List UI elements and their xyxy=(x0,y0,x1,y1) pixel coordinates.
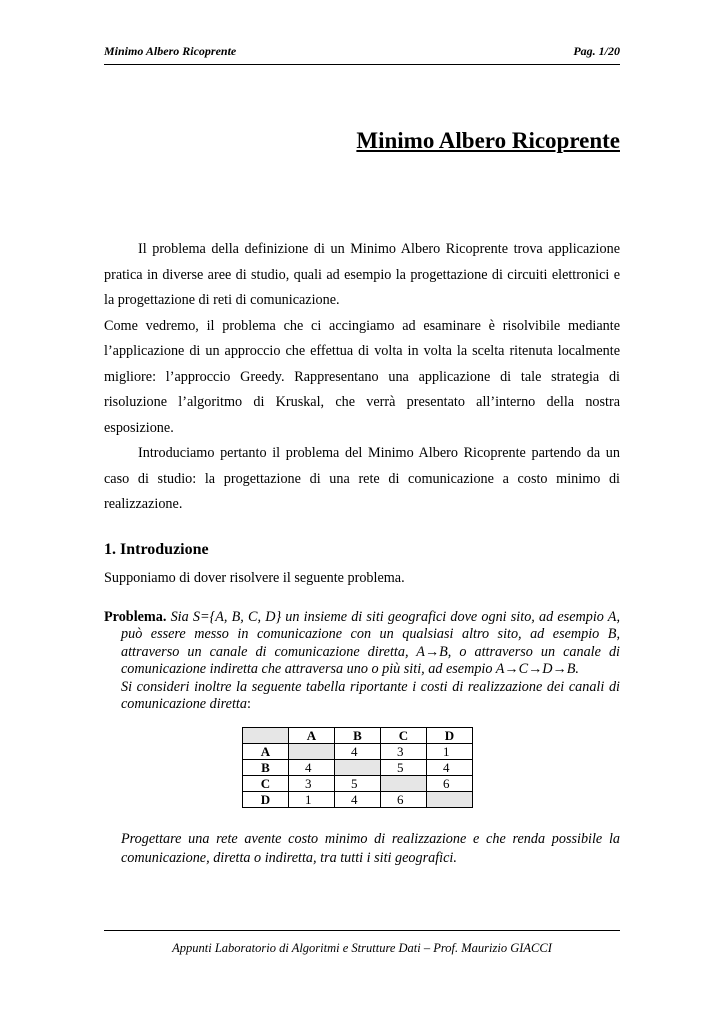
table-row xyxy=(243,776,473,792)
column-header: C xyxy=(381,728,427,744)
path-node-c: C xyxy=(518,661,529,678)
footer-divider xyxy=(104,930,620,931)
column-header: A xyxy=(289,728,335,744)
row-header: A xyxy=(243,744,289,760)
problem-text-2: B, o attraverso un canale di comunicazione indiretta che attraversa uno o più siti, ad esempio A xyxy=(121,643,620,678)
table-cell: 4 xyxy=(427,760,473,776)
column-header: D xyxy=(427,728,473,744)
section-subtitle: Supponiamo di dover risolvere il seguente problema. xyxy=(104,570,405,586)
table-cell: 6 xyxy=(381,792,427,808)
table-cell xyxy=(335,760,381,776)
table-corner-cell xyxy=(243,728,289,744)
arrow-icon: → xyxy=(552,661,567,678)
page-title: Minimo Albero Ricoprente xyxy=(356,128,620,153)
problem-statement xyxy=(104,609,620,713)
task-statement: Progettare una rete avente costo minimo di realizzazione e che renda possibile la comunicazione, diretta o indiretta, tra tutti i siti geografici. xyxy=(121,831,620,866)
intro-section xyxy=(104,237,620,518)
section-heading: 1. Introduzione xyxy=(104,541,209,558)
row-header: C xyxy=(243,776,289,792)
row-header: D xyxy=(243,792,289,808)
problem-colon: : xyxy=(246,696,251,713)
table-cell: 3 xyxy=(381,744,427,760)
path-node-b: B. xyxy=(566,661,579,678)
page-number: Pag. 1/20 xyxy=(573,44,620,58)
path-node-d: D xyxy=(542,661,553,678)
intro-paragraph-3: Introduciamo pertanto il problema del Minimo Albero Ricoprente partendo da un caso di studio: la progettazione di una rete di comunicazione a costo minimo di realizzazione. xyxy=(104,445,620,512)
arrow-icon: → xyxy=(528,661,543,678)
header-divider xyxy=(104,64,620,65)
header-title: Minimo Albero Ricoprente xyxy=(104,44,237,58)
table-cell: 4 xyxy=(289,760,335,776)
table-cell: 5 xyxy=(335,776,381,792)
table-cell: 4 xyxy=(335,792,381,808)
problem-label: Problema. xyxy=(104,609,167,625)
page-footer: Appunti Laboratorio di Algoritmi e Strutture Dati – Prof. Maurizio GIACCI xyxy=(172,941,552,955)
table-cell: 6 xyxy=(427,776,473,792)
table-row xyxy=(243,744,473,760)
problem-text-1: Sia S={A, B, C, D} un insieme di siti geografici dove ogni sito, ad esempio A, può essere messo in comunicazione con un qualsiasi altro sito, ad esempio B, attraverso un canale di comunicazione diretta, A xyxy=(121,609,621,660)
table-cell xyxy=(289,744,335,760)
cost-table xyxy=(242,727,473,808)
intro-paragraph-2: Come vedremo, il problema che ci accingiamo ad esaminare è risolvibile mediante l’applicazione di un approccio che effettua di volta in volta la scelta ritenuta localmente migliore: l’approccio Greedy. Rappresentano una applicazione di tale strategia di risoluzione l’algoritmo di Kruskal, che verrà presentato all’interno della nostra esposizione. xyxy=(104,317,620,436)
arrow-icon: → xyxy=(424,643,440,660)
table-cell xyxy=(427,792,473,808)
page-header xyxy=(104,44,620,59)
table-cell: 3 xyxy=(289,776,335,792)
table-header-row xyxy=(243,728,473,744)
table-cell xyxy=(381,776,427,792)
intro-paragraph-1: Il problema della definizione di un Minimo Albero Ricoprente trova applicazione pratica in diverse aree di studio, quali ad esempio la progettazione di circuiti elettronici e la progettazione di reti di comunicazione. xyxy=(104,241,620,308)
table-cell: 5 xyxy=(381,760,427,776)
table-cell: 1 xyxy=(427,744,473,760)
column-header: B xyxy=(335,728,381,744)
table-cell: 1 xyxy=(289,792,335,808)
problem-text-3: Si consideri inoltre la seguente tabella riportante i costi di realizzazione dei canali di comunicazione diretta xyxy=(121,678,620,713)
table-row xyxy=(243,760,473,776)
table-row xyxy=(243,792,473,808)
table-cell: 4 xyxy=(335,744,381,760)
row-header: B xyxy=(243,760,289,776)
arrow-icon: → xyxy=(504,661,519,678)
